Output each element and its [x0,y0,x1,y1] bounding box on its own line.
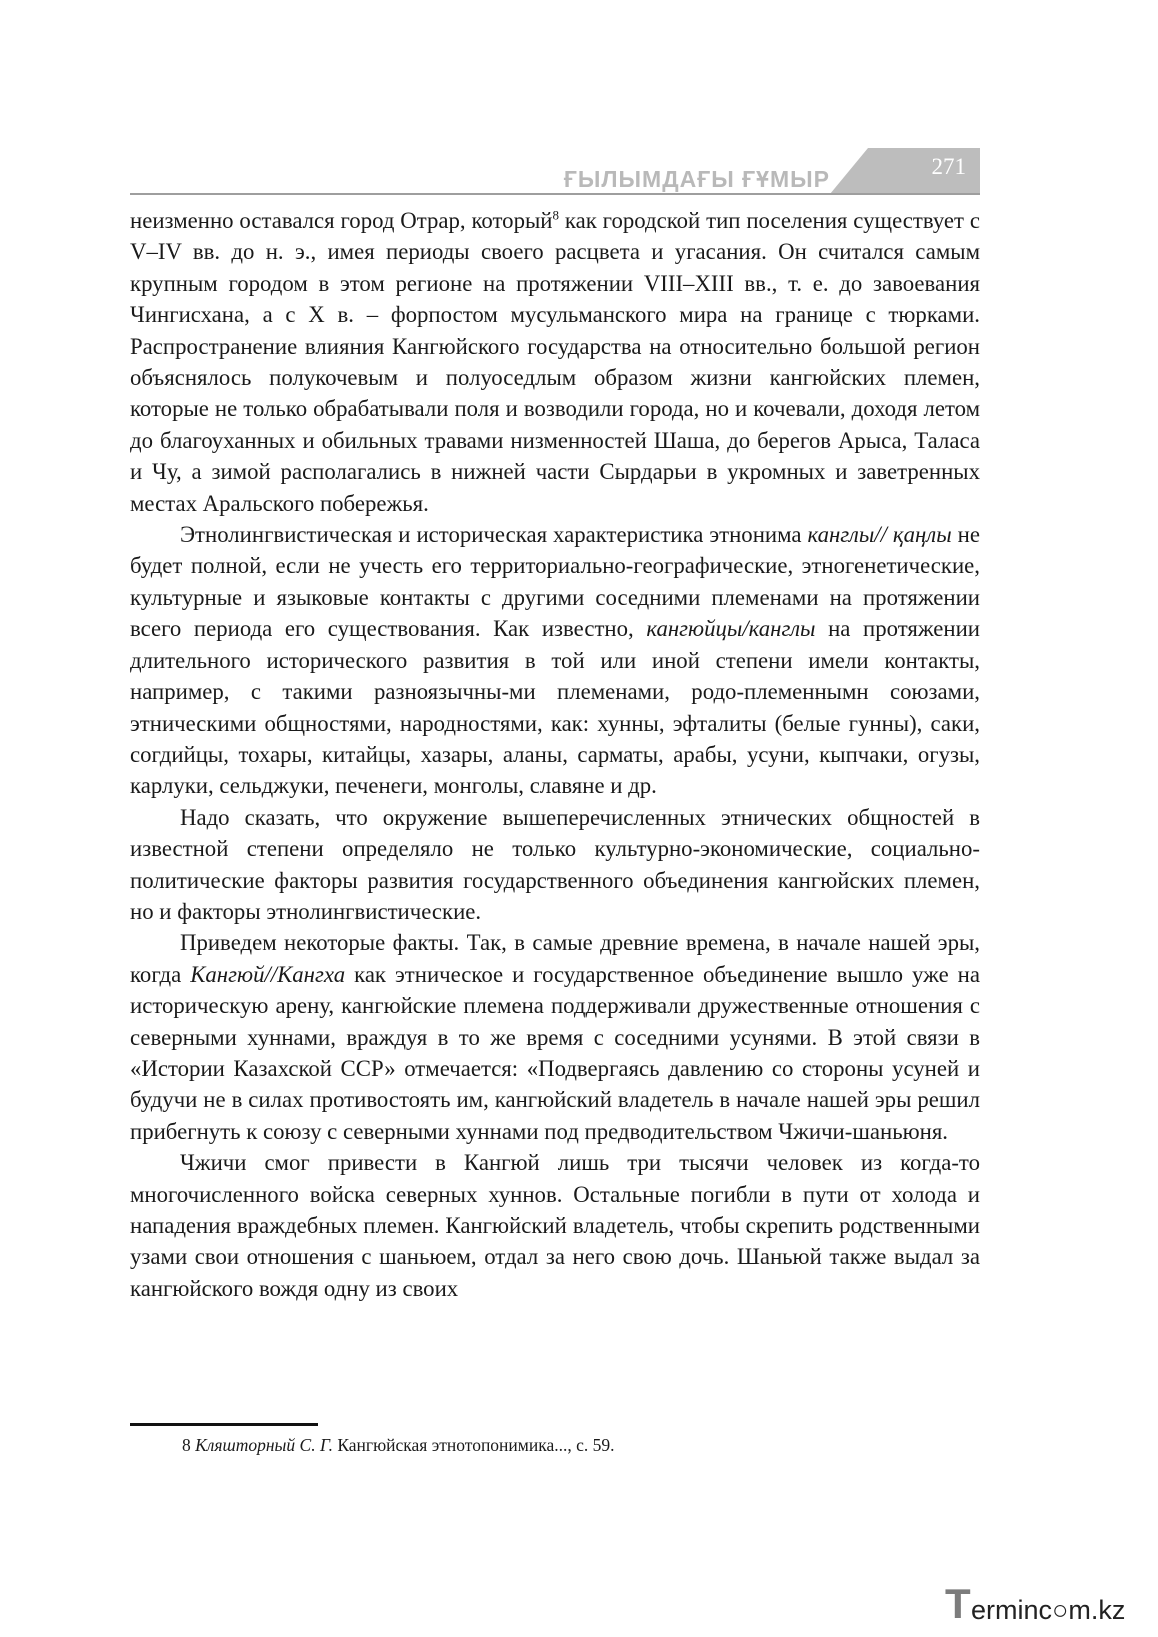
footnote-rule [130,1423,318,1426]
footnote [182,1434,615,1456]
text-run: Этнолингвистическая и историческая характеристика этнонима [180,522,808,548]
italic-term: канглы// қаңлы [807,522,952,548]
paragraph [130,802,980,928]
paragraph [130,927,980,1147]
text-run: Чжичи смог привести в Кангюй лишь три тысячи человек из когда-то многочисленного войска северных хуннов. Остальные погибли в пути от холода и нападения враждебных племен. Кангюйский владетель, чтобы скрепить родственными узами свои отношения с шаньюем, отдал за него свою дочь. Шаньюй также выдал за кангюйского вождя одну из своих [130,1150,980,1301]
page-number: 271 [931,154,966,179]
termincom-watermark [945,1578,1155,1632]
text-run: не будет полной, если не учесть его территориально-географические, этногенетические, культурные и языковые контакты с другими соседними племенами на протяжении всего периода его существования. Как известно, [130,522,980,642]
text-run: Приведем некоторые факты. Так, в самые древние времена, в начале нашей эры, когда [130,930,980,987]
italic-term: Кляшторный С. Г. [195,1435,333,1455]
paragraph [130,519,980,802]
text-run: как городской тип поселения существует с V–IV вв. до н. э., имея периоды своего расцвета и угасания. Он считался самым крупным городом в этом регионе на протяжении VIII–XIII вв., т. е. до завоевания Чингисхана, а с X в. – форпостом мусульманского мира на границе с тюрками. Распространение влияния Кангюйского государства на относительно большой регион объяснялось полукочевым и полуоседлым образом жизни кангюйских племен, которые не только обрабатывали поля и возводили города, но и кочевали, доходя летом до благоуханных и обильных травами низменностей Шаша, до берегов Арыса, Таласа и Чу, а зимой располагались в нижней части Сырдарьи в укромных и заветренных местах Аральского побережья. [130,208,980,516]
text-run: как этническое и государственное объединение вышло уже на историческую арену, кангюйские племена поддерживали дружественные отношения с северными хуннами, враждуя в то же время с соседними усунями. В этой связи в «Истории Казахской ССР» отмечается: «Подвергаясь давлению со стороны усуней и будучи не в силах противостоять им, кангюйский владетель в начале нашей эры решил прибегнуть к союзу с северными хуннами под предводительством Чжичи-шаньюня. [130,961,980,1144]
italic-term: кангюйцы/канглы [646,616,816,642]
body-text [130,205,980,1304]
running-header [130,148,980,196]
text-run: на протяжении длительного исторического развития в той или иной степени имели контакты, например, с такими разноязычны-ми племенами, родо-племеннымн союзами, этническими общностями, народностями, как: хунны, эфталиты (белые гунны), саки, согдийцы, тохары, китайцы, хазары, аланы, сарматы, арабы, усуни, кыпчаки, огузы, карлуки, сельджуки, печенеги, монголы, славяне и др. [130,616,981,799]
header-rule [130,193,980,195]
italic-term: Кангюй//Кангха [190,961,346,987]
watermark-text: erminc○m.kz [971,1595,1126,1625]
watermark-t-letter: T [945,1580,971,1627]
text-run: неизменно оставался город Отрар, который [130,208,553,233]
running-header-title: ҒЫЛЫМДАҒЫ ҒҰМЫР [563,166,830,192]
paragraph [130,205,980,519]
text-run: 8 [182,1435,196,1455]
paragraph [130,1147,980,1304]
text-run: Надо сказать, что окружение вышеперечисленных этнических общностей в известной степени определяло не только культурно-экономические, социально-политические факторы развития государственного объединения кангюйских племен, но и факторы этнолингвистические. [130,804,980,924]
footnote-ref: 8 [552,207,559,223]
text-run: Кангюйская этнотопонимика..., с. 59. [332,1435,615,1455]
